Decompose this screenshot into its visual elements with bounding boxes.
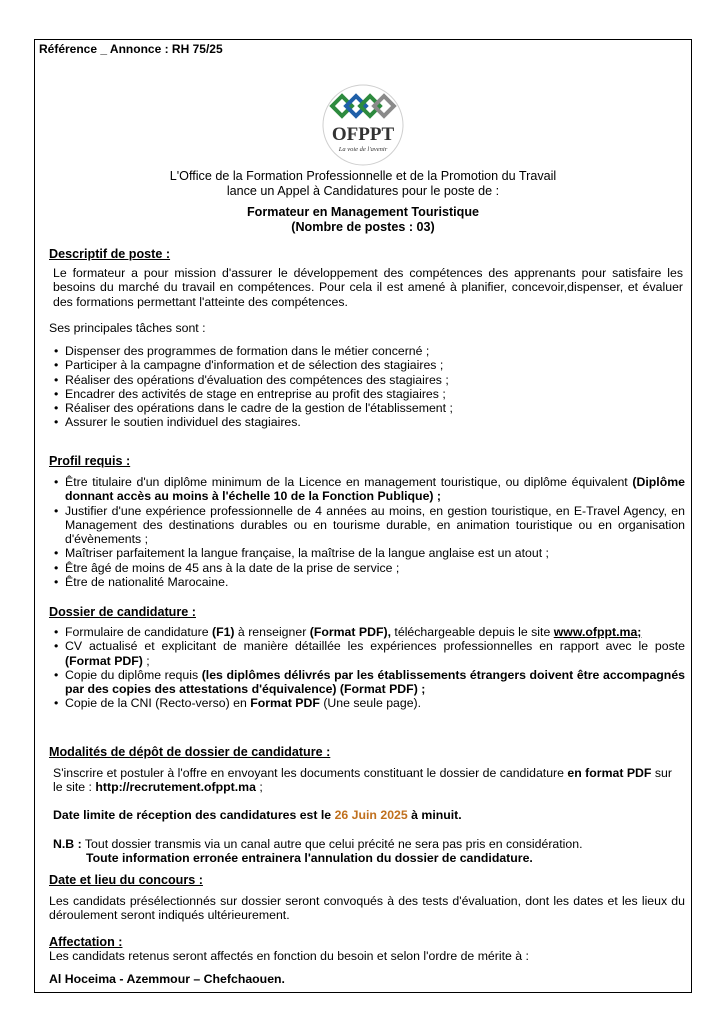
descriptif-paragraph: Le formateur a pour mission d'assurer le développement des compétences des apprenants pour satisfaire les besoins du marché du travail en compétences. Pour cela il est amené à planifier, concevoir,dispenser, et évaluer des formations permettant l'atteinte des compétences. (53, 266, 683, 309)
list-item: • Réaliser des opérations d'évaluation des compétences des stagiaires ; (51, 373, 685, 387)
list-item: • Réaliser des opérations dans le cadre de la gestion de l'établissement ; (51, 401, 685, 415)
list-item: • CV actualisé et explicitant de manière détaillée les expériences professionnelles en rapport avec le poste (Format PDF) ; (51, 639, 685, 668)
ofppt-website-link[interactable]: www.ofppt.ma; (553, 625, 642, 639)
section-concours-heading: Date et lieu du concours : (49, 873, 203, 887)
tasks-list (51, 344, 685, 430)
list-item: • Dispenser des programmes de formation dans le métier concerné ; (51, 344, 685, 358)
nb-bold-note: Toute information erronée entrainera l'annulation du dossier de candidature. (86, 851, 533, 865)
section-profil-heading: Profil requis : (49, 454, 131, 468)
list-item: • Formulaire de candidature (F1) à renseigner (Format PDF), téléchargeable depuis le site www.ofppt.ma; (51, 625, 685, 639)
svg-text:La voie de l'avenir: La voie de l'avenir (338, 146, 388, 153)
concours-text: Les candidats présélectionnés sur dossier seront convoqués à des tests d'évaluation, dont les dates et les lieux du déroulement seront indiqués ultérieurement. (49, 894, 685, 923)
nb-note: N.B : Tout dossier transmis via un canal autre que celui précité ne sera pas pris en considération. (53, 837, 583, 851)
deadline-date: 26 Juin 2025 (334, 808, 408, 822)
svg-text:OFPPT: OFPPT (331, 124, 395, 145)
list-item: • Copie de la CNI (Recto-verso) en Format PDF (Une seule page). (51, 696, 685, 710)
intro-text (35, 169, 691, 198)
list-item: • Maîtriser parfaitement la langue française, la maîtrise de la langue anglaise est un atout ; (51, 546, 685, 560)
affectation-cities: Al Hoceima - Azemmour – Chefchaouen. (49, 972, 285, 986)
list-item: • Être titulaire d'un diplôme minimum de la Licence en management touristique, ou diplôme équivalent (Diplôme donnant accès au moins à l'échelle 10 de la Fonction Publique) ; (51, 475, 685, 504)
deadline-line: Date limite de réception des candidatures est le 26 Juin 2025 à minuit. (53, 808, 462, 822)
list-item: • Être âgé de moins de 45 ans à la date de la prise de service ; (51, 561, 685, 575)
announcement-frame (34, 39, 692, 993)
list-item: • Justifier d'une expérience professionnelle de 4 années au moins, en gestion touristique, en E-Travel Agency, en Management des destinations durables ou en tourisme durable, en animation touristique ou en organisation d'évènements ; (51, 504, 685, 547)
position-count: (Nombre de postes : 03) (291, 219, 435, 234)
profil-list (51, 475, 685, 589)
intro-line-1: L'Office de la Formation Professionnelle et de la Promotion du Travail (169, 169, 557, 183)
reference-label: Référence _ Annonce : RH 75/25 (39, 42, 223, 56)
section-affectation-heading: Affectation : (49, 935, 123, 949)
tasks-intro: Ses principales tâches sont : (49, 321, 206, 335)
list-item: • Copie du diplôme requis (les diplômes délivrés par les établissements étrangers doivent être accompagnés par des copies des attestations d'équivalence) (Format PDF) ; (51, 668, 685, 697)
affectation-text: Les candidats retenus seront affectés en fonction du besoin et selon l'ordre de mérite à : (49, 949, 529, 963)
list-item: • Participer à la campagne d'information et de sélection des stagiaires ; (51, 358, 685, 372)
list-item: • Être de nationalité Marocaine. (51, 575, 685, 589)
position-title-block (35, 205, 691, 234)
recrutement-website-link[interactable]: http://recrutement.ofppt.ma (95, 780, 256, 795)
dossier-list (51, 625, 685, 711)
section-dossier-heading: Dossier de candidature : (49, 605, 196, 619)
modalites-paragraph: S'inscrire et postuler à l'offre en envoyant les documents constituant le dossier de candidature en format PDF sur le site : http://recrutement.ofppt.ma ; (53, 766, 672, 795)
list-item: • Assurer le soutien individuel des stagiaires. (51, 415, 685, 429)
list-item: • Encadrer des activités de stage en entreprise au profit des stagiaires ; (51, 387, 685, 401)
section-descriptif-heading: Descriptif de poste : (49, 247, 171, 261)
intro-line-2: lance un Appel à Candidatures pour le poste de : (226, 183, 500, 198)
section-modalites-heading: Modalités de dépôt de dossier de candidature : (49, 745, 331, 759)
position-title: Formateur en Management Touristique (246, 205, 480, 219)
